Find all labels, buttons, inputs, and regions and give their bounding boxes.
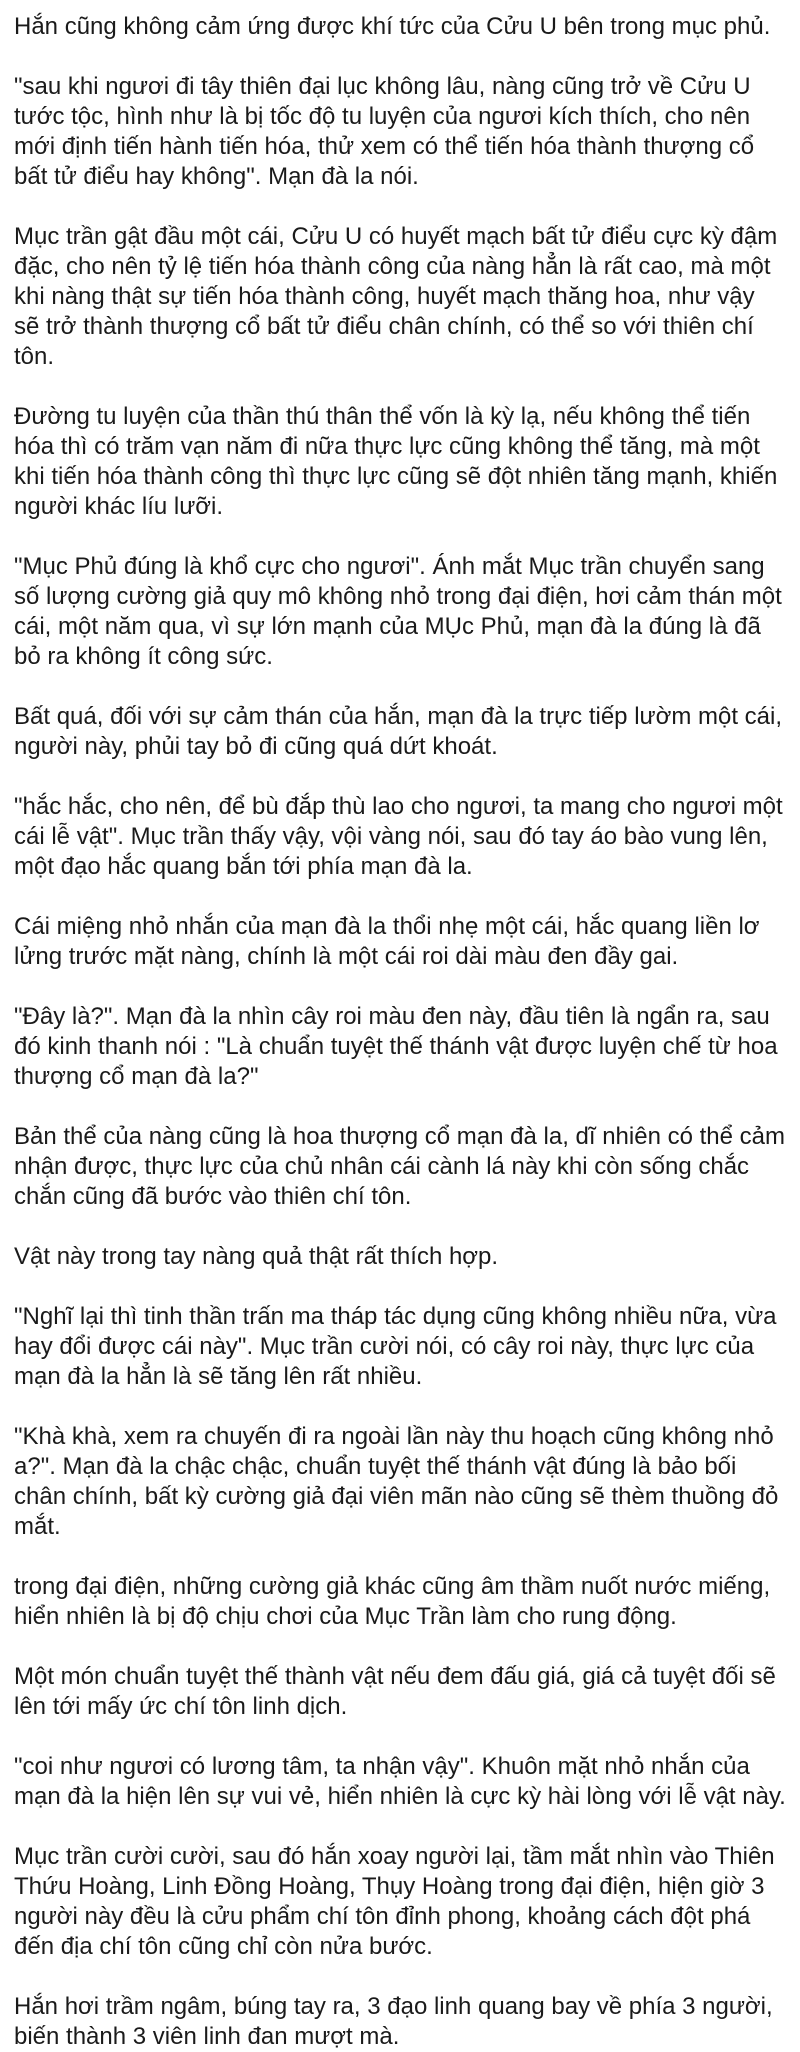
paragraph-5: "Mục Phủ đúng là khổ cực cho ngươi". Ánh mắt Mục trần chuyển sang số lượng cường giả quy mô không nhỏ trong đại điện, hơi cảm thán một cái, một năm qua, vì sự lớn mạnh của MỤc Phủ, mạn đà la đúng là đã bỏ ra không ít công sức.: [14, 553, 782, 670]
paragraph-15: Một món chuẩn tuyệt thế thành vật nếu đem đấu giá, giá cả tuyệt đối sẽ lên tới mấy ức chí tôn linh dịch.: [14, 1663, 776, 1720]
paragraph-12: "Nghĩ lại thì tinh thần trấn ma tháp tác dụng cũng không nhiều nữa, vừa hay đổi được cái này". Mục trần cười nói, có cây roi này, thực lực của mạn đà la hẳn là sẽ tăng lên rất nhiều.: [14, 1303, 777, 1390]
paragraph-11: Vật này trong tay nàng quả thật rất thích hợp.: [14, 1243, 499, 1270]
paragraph-7: "hắc hắc, cho nên, để bù đắp thù lao cho ngươi, ta mang cho ngươi một cái lễ vật". Mục trần thấy vậy, vội vàng nói, sau đó tay áo bào vung lên, một đạo hắc quang bắn tới phía mạn đà la.: [14, 793, 783, 880]
paragraph-4: Đường tu luyện của thần thú thân thể vốn là kỳ lạ, nếu không thể tiến hóa thì có trăm vạn năm đi nữa thực lực cũng không thể tăng, mà một khi tiến hóa thành công thì thực lực cũng sẽ đột nhiên tăng mạnh, khiến người khác líu lưỡi.: [14, 403, 778, 520]
paragraph-3: Mục trần gật đầu một cái, Cửu U có huyết mạch bất tử điểu cực kỳ đậm đặc, cho nên tỷ lệ tiến hóa thành công của nàng hẳn là rất cao, mà một khi nàng thật sự tiến hóa thành công, huyết mạch thăng hoa, như vậy sẽ trở thành thượng cổ bất tử điểu chân chính, có thể so với thiên chí tôn.: [14, 223, 778, 370]
paragraph-9: "Đây là?". Mạn đà la nhìn cây roi màu đen này, đầu tiên là ngẩn ra, sau đó kinh thanh nói : "Là chuẩn tuyệt thế thánh vật được luyện chế từ hoa thượng cổ mạn đà la?": [14, 1003, 778, 1090]
paragraph-18: Hắn hơi trầm ngâm, búng tay ra, 3 đạo linh quang bay về phía 3 người, biến thành 3 viên linh đan mượt mà.: [14, 1993, 773, 2050]
paragraph-8: Cái miệng nhỏ nhắn của mạn đà la thổi nhẹ một cái, hắc quang liền lơ lửng trước mặt nàng, chính là một cái roi dài màu đen đầy gai.: [14, 913, 760, 970]
paragraph-2: "sau khi ngươi đi tây thiên đại lục không lâu, nàng cũng trở về Cửu U tước tộc, hình như là bị tốc độ tu luyện của ngươi kích thích, cho nên mới định tiến hành tiến hóa, thử xem có thể tiến hóa thành thượng cổ bất tử điểu hay không". Mạn đà la nói.: [14, 73, 755, 190]
paragraph-6: Bất quá, đối với sự cảm thán của hắn, mạn đà la trực tiếp lườm một cái, người này, phủi tay bỏ đi cũng quá dứt khoát.: [14, 703, 783, 760]
paragraph-10: Bản thể của nàng cũng là hoa thượng cổ mạn đà la, dĩ nhiên có thể cảm nhận được, thực lực của chủ nhân cái cành lá này khi còn sống chắc chắn cũng đã bước vào thiên chí tôn.: [14, 1123, 785, 1210]
paragraph-17: Mục trần cười cười, sau đó hắn xoay người lại, tầm mắt nhìn vào Thiên Thứu Hoàng, Linh Đồng Hoàng, Thụy Hoàng trong đại điện, hiện giờ 3 người này đều là cửu phẩm chí tôn đỉnh phong, khoảng cách đột phá đến địa chí tôn cũng chỉ còn nửa bước.: [14, 1843, 775, 1960]
paragraph-13: "Khà khà, xem ra chuyến đi ra ngoài lần này thu hoạch cũng không nhỏ a?". Mạn đà la chậc chậc, chuẩn tuyệt thế thánh vật đúng là bảo bối chân chính, bất kỳ cường giả đại viên mãn nào cũng sẽ thèm thuồng đỏ mắt.: [14, 1423, 779, 1540]
paragraph-1: Hắn cũng không cảm ứng được khí tức của Cửu U bên trong mục phủ.: [14, 13, 771, 40]
paragraph-14: trong đại điện, những cường giả khác cũng âm thầm nuốt nước miếng, hiển nhiên là bị độ chịu chơi của Mục Trần làm cho rung động.: [14, 1573, 771, 1630]
paragraph-16: "coi như ngươi có lương tâm, ta nhận vậy". Khuôn mặt nhỏ nhắn của mạn đà la hiện lên sự vui vẻ, hiển nhiên là cực kỳ hài lòng với lễ vật này.: [14, 1753, 786, 1810]
